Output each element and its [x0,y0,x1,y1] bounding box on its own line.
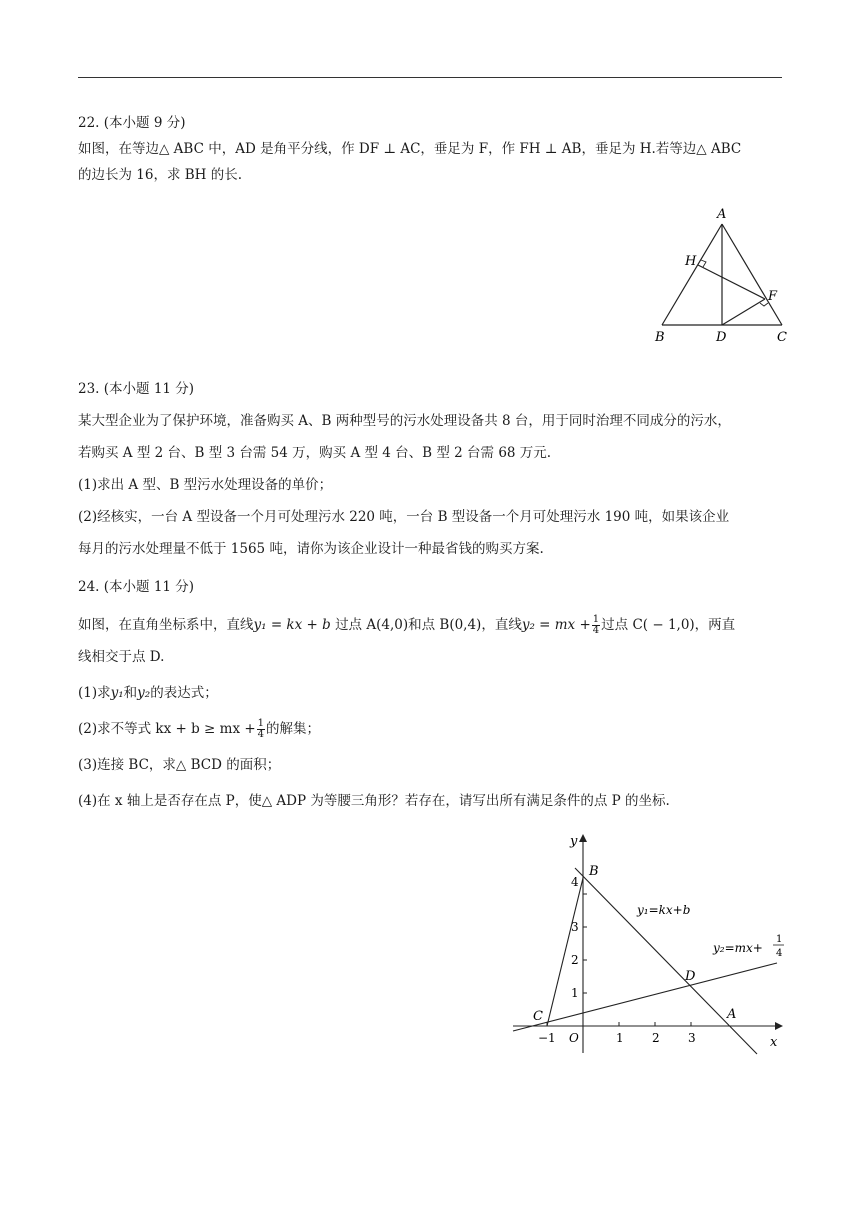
q24-part3: (3)连接 BC，求△ BCD 的面积； [78,757,281,773]
x-tick-label-2: 2 [652,1031,660,1045]
y-tick-label-1: 1 [571,986,579,1000]
x-tick-label-1: 1 [616,1031,624,1045]
q24-part2: (2)求不等式 kx + b ≥ mx + $\frac{1}{4}$ 的解集； [78,718,321,740]
q24-line2: 线相交于点 D. [78,649,165,665]
y-tick-label-3: 3 [571,920,579,934]
x-tick-label-3: 3 [688,1031,696,1045]
q24-header: 24. (本小题 11 分) [78,579,195,595]
x-tick-label-neg1: −1 [538,1031,556,1045]
q23-line2: 若购买 A 型 2 台、B 型 3 台需 54 万，购买 A 型 4 台、B 型 2 台需 68 万元. [78,445,552,461]
q22-line2: 的边长为 16，求 BH 的长. [78,167,243,183]
point-c-label: C [533,1009,543,1024]
label-f: F [768,289,778,304]
q22-header: 22. (本小题 9 分) [78,115,186,131]
line-y2-frac-den: 4 [776,948,783,959]
q22-triangle-figure [650,200,800,350]
x-axis-label: x [770,1035,778,1050]
q22-line1: 如图，在等边△ ABC 中，AD 是角平分线，作 DF ⊥ AC，垂足为 F，作 FH ⊥ AB，垂足为 H.若等边△ ABC [78,141,742,157]
line-y2 [513,963,777,1031]
line-y2-label: y₂=mx+ [713,941,763,955]
q23-line1: 某大型企业为了保护环境，准备购买 A、B 两种型号的污水处理设备共 8 台，用于同时治理不同成分的污水， [78,413,731,429]
line-y2-frac-num: 1 [776,934,783,945]
question-23 [78,376,782,562]
y-tick-label-2: 2 [571,953,579,967]
y-axis-arrow [579,834,587,842]
label-a: A [717,207,727,222]
q23-part2a: (2)经核实，一台 A 型设备一个月可处理污水 220 吨，一台 B 型设备一个月可处理污水 190 吨，如果该企业 [78,509,730,525]
question-24 [78,574,782,814]
question-22 [78,110,782,188]
eq-y2: y₂ = mx + [521,617,591,633]
q24-part1: (1)求y₁和y₂的表达式； [78,685,218,701]
q24-part4: (4)在 x 轴上是否存在点 P，使△ ADP 为等腰三角形？若存在，请写出所有满足条件的点 P 的坐标. [78,793,670,809]
segment-fh [698,265,765,299]
y-tick-label-4: 4 [571,875,579,889]
fraction-one-quarter: $\frac{1}{4}$ [592,614,600,636]
q23-part1: (1)求出 A 型、B 型污水处理设备的单价； [78,477,333,493]
q24-coordinate-figure [505,828,795,1058]
y-axis-label: y [570,834,578,849]
point-d-label: D [685,969,696,984]
label-c: C [777,330,787,345]
q24-line1: 如图，在直角坐标系中，直线y₁ = kx + b 过点 A(4,0)和点 B(0,4)，直线y₂ = mx + $\frac{1}{4}$ 过点 C( − 1,0)，两直 [78,614,736,636]
label-d: D [716,330,727,345]
line-y1-label: y₁=kx+b [637,903,691,917]
x-axis-arrow [775,1022,783,1030]
label-h: H [685,254,697,269]
right-angle-f [760,303,768,306]
top-rule [78,77,782,78]
point-b-label: B [589,864,599,879]
segment-bc [547,878,583,1026]
segment-df [722,299,765,325]
q23-header: 23. (本小题 11 分) [78,381,195,397]
label-b: B [655,330,665,345]
origin-label: O [569,1031,579,1045]
side-ac [722,224,782,325]
eq-y1: y₁ = kx + b [253,617,331,633]
right-angle-h [701,260,706,267]
q23-part2b: 每月的污水处理量不低于 1565 吨，请你为该企业设计一种最省钱的购买方案. [78,541,544,557]
point-a-label: A [727,1007,737,1022]
side-ab [662,224,722,325]
